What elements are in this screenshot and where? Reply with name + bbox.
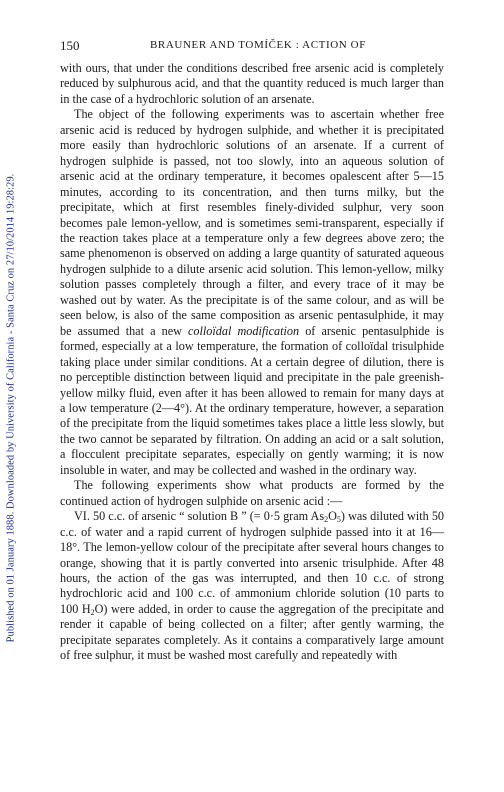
paragraph-experiment-object (60, 107, 444, 478)
paragraph-4-text-d: O) were added, in order to cause the aggregation of the precipitate and render it capable of being collected on a filter; after gently warming, the precipitate separates completely. As it contains a comparatively large amount of free sulphur, it must be washed most carefully and repeatedly with (60, 601, 444, 663)
paragraph-4-text-b: O (328, 509, 337, 524)
running-title: BRAUNER AND TOMÍČEK : ACTION OF (150, 39, 366, 51)
subscript-5: 5 (336, 515, 341, 525)
paragraph-4-text-a: VI. 50 c.c. of arsenic “ solution B ” (= 0·5 gram As (74, 509, 325, 524)
paragraph-2-text-a: The object of the following experiments was to ascertain whether free arsenic acid is reduced by hydrogen sulphide, and whether it is precipitated more easily than hydrochloric solutions of an arsenate. If a current of hydrogen sulphide is passed, not too slowly, into an aqueous solution of arsenic acid at the ordinary temperature, it becomes opalescent after 5—15 minutes, according to its concentration, and then turns milky, but the precipitate, which at first resembles finely-divided sulphur, very soon becomes pale lemon-yellow, and is sometimes semi-transparent, especially if the reaction takes place at a temperature only a few degrees above zero; the same phenomenon is observed on adding a large quantity of saturated aqueous hydrogen sulphide to a dilute arsenic acid solution. This lemon-yellow, milky solution passes completely through a filter, and every trace of it may be washed out by water. As the precipitate is of the same colour, and as will be seen below, is also of the same composition as arsenic pentasulphide, it may be assumed that a new (60, 107, 444, 338)
paragraph-4-text-c: ) was diluted with 50 c.c. of water and a rapid current of hydrogen sulphide passed into it at 16—18°. The lemon-yellow colour of the precipitate after several hours changes to orange, showing that it is partly converted into arsenic trisulphide. After 48 hours, the action of the gas was interrupted, and then 10 c.c. of strong hydrochloric acid and 100 c.c. of ammonium chloride solution (10 parts to 100 H (60, 509, 445, 616)
publication-sidenote-text: Published on 01 January 1888. Downloaded by University of California - Santa Cruz on 27/10/2014 19:28:29. (5, 173, 17, 643)
paragraph-1-text: with ours, that under the conditions described free arsenic acid is completely reduced by sulphurous acid, and that the quantity reduced is much larger than in the case of a hydrochloric solution of an arsenate. (60, 61, 444, 106)
subscript-2: 2 (324, 515, 329, 525)
page-header (60, 38, 444, 54)
subscript-2-water: 2 (90, 607, 95, 617)
paragraph-following-experiments (60, 478, 444, 509)
paragraph-continuation (60, 61, 444, 107)
article-body (60, 61, 444, 664)
paragraph-2-text-b: of arsenic pentasulphide is formed, especially at a low temperature, the formation of colloïdal trisulphide taking place under similar conditions. At a certain degree of dilution, there is no perceptible distinction between liquid and precipitate in the pale greenish-yellow milky fluid, even after it has been allowed to remain for many days at a low temperature (2—4°). At the ordinary temperature, however, a separation of the precipitate from the liquid sometimes takes place a little less slowly, but the two cannot be separated by filtration. On adding an acid or a salt solution, a flocculent precipitate separates, especially on gently warming; it is now insoluble in water, and may be collected and washed in the ordinary way. (60, 323, 444, 477)
page-number: 150 (60, 38, 80, 53)
paragraph-3-text: The following experiments show what products are formed by the continued action of hydrogen sulphide on arsenic acid :— (60, 478, 444, 508)
paragraph-experiment-vi (60, 509, 444, 664)
colloidal-modification-term: colloïdal modification (188, 323, 300, 338)
publication-sidenote (0, 0, 22, 792)
